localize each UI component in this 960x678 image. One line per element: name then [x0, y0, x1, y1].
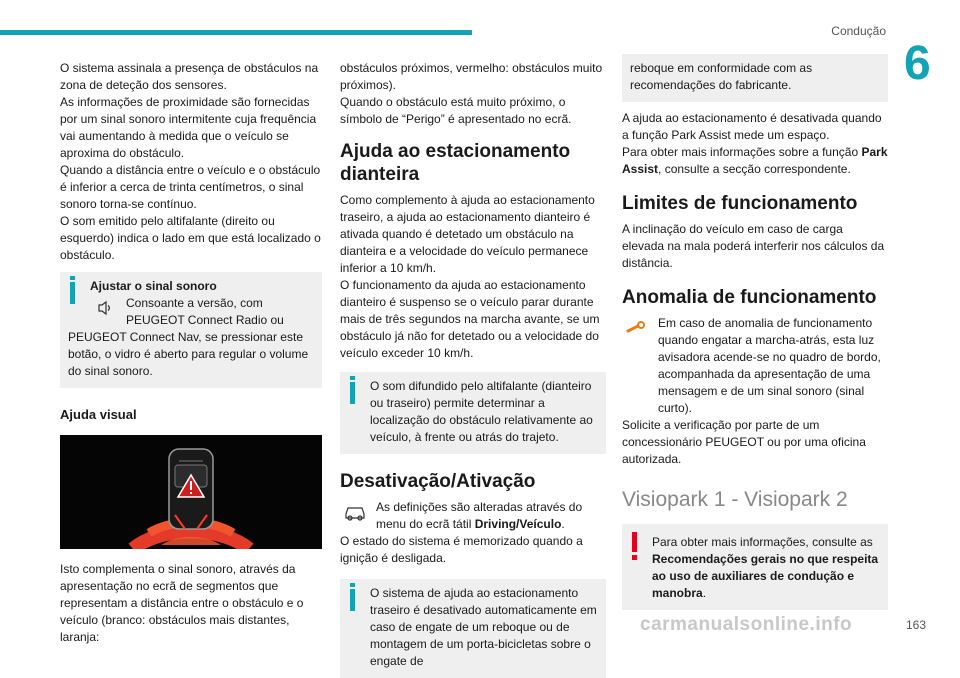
toggle-text-end: . — [561, 517, 565, 531]
column-1 — [60, 60, 322, 646]
paragraph: Em caso de anomalia de funcionamento quando engatar a marcha-atrás, esta luz avisadora acende-se no quadro de bordo, acompanhada da apresentação de uma mensagem e de um sinal sonoro (sinal curto). — [658, 316, 881, 415]
heading-limits: Limites de funcionamento — [622, 193, 858, 214]
paragraph: As informações de proximidade são fornecidas por um sinal sonoro intermitente cuja frequência vai aumentando à medida que o veículo se aproxima do obstáculo. — [60, 95, 317, 160]
toggle-text: As definições são alteradas através do menu do ecrã tátil — [376, 500, 583, 531]
paragraph: O som emitido pelo altifalante (direito ou esquerdo) indica o lado em que está localizado o obstáculo. — [60, 214, 321, 262]
heading-front-parking: Ajuda ao estacionamento dianteira — [340, 141, 571, 185]
warning-text-end: . — [702, 586, 707, 600]
chapter-number: 6 — [904, 37, 931, 90]
warning-text: Para obter mais informações, consulte as — [652, 535, 873, 549]
function-name: Park Assist — [622, 145, 888, 176]
info-text: O sistema de ajuda ao estacionamento traseiro é desativado automaticamente em caso de engate de um reboque ou de montagem de um porta-bicicletas sobre o engate de — [370, 586, 597, 668]
paragraph: Isto complementa o sinal sonoro, através da apresentação no ecrã de segmentos que representam a distância entre o obstáculo e o veículo (branco: obstáculos mais distantes, laranja: — [60, 562, 304, 644]
speaker-icon — [90, 295, 120, 321]
paragraph: Como complemento à ajuda ao estacionamento traseiro, a ajuda ao estacionamento dianteiro é ativada quando é detetado um obstáculo na dianteira e a velocidade do veículo permanece inferior a 10 km/h. — [340, 193, 595, 275]
info-box-volume — [60, 272, 322, 388]
paragraph-end: , consulte a secção correspondente. — [658, 162, 851, 176]
warning-box — [622, 524, 888, 610]
paragraph: Quando a distância entre o veículo e o obstáculo é inferior a cerca de trinta centímetros, o sinal sonoro torna-se contínuo. — [60, 163, 321, 211]
info-icon — [350, 382, 355, 404]
info-text: Consoante a versão, com PEUGEOT Connect Radio ou — [126, 296, 284, 327]
info-box-continued — [622, 54, 888, 102]
info-icon — [70, 282, 75, 304]
page-number: 163 — [905, 618, 926, 632]
parking-display-image — [60, 435, 322, 549]
wrench-warning-icon — [622, 315, 652, 341]
heading-deactivation: Desativação/Ativação — [340, 471, 536, 492]
heading-fault: Anomalia de funcionamento — [622, 287, 877, 308]
warning-reference: Recomendações gerais no que respeita ao uso de auxiliares de condução e manobra — [652, 552, 879, 600]
heading-visual-aid: Ajuda visual — [60, 407, 137, 422]
section-title: Condução — [831, 24, 886, 38]
info-icon — [350, 589, 355, 611]
menu-name: Driving/Veículo — [474, 517, 562, 531]
paragraph: O estado do sistema é memorizado quando a ignição é desligada. — [340, 534, 583, 565]
info-title: Ajustar o sinal sonoro — [90, 279, 217, 293]
paragraph: Quando o obstáculo está muito próximo, o símbolo de “Perigo” é apresentado no ecrã. — [340, 95, 572, 126]
heading-visiopark: Visiopark 1 - Visiopark 2 — [622, 488, 848, 511]
paragraph: O sistema assinala a presença de obstáculos na zona de deteção dos sensores. — [60, 61, 319, 92]
paragraph: Solicite a verificação por parte de um concessionário PEUGEOT ou por uma oficina autorizada. — [622, 418, 866, 466]
header-accent-bar — [0, 30, 472, 35]
info-text: PEUGEOT Connect Nav, se pressionar este botão, o vidro é aberto para regular o volume do sinal sonoro. — [68, 330, 309, 378]
paragraph: A inclinação do veículo em caso de carga elevada na mala poderá interferir nos cálculos da distância. — [622, 222, 885, 270]
info-box-speaker — [340, 372, 606, 454]
column-2 — [340, 60, 606, 678]
paragraph: obstáculos próximos, vermelho: obstáculos muito próximos). — [340, 61, 603, 92]
info-text: O som difundido pelo altifalante (dianteiro ou traseiro) permite determinar a localização do obstáculo relativamente ao veículo, à frente ou atrás do trajeto. — [370, 379, 593, 444]
paragraph: Para obter mais informações sobre a função — [622, 145, 862, 159]
warning-icon — [632, 532, 637, 552]
car-settings-icon — [340, 499, 370, 525]
paragraph: A ajuda ao estacionamento é desativada quando a função Park Assist mede um espaço. — [622, 111, 882, 142]
info-box-towbar — [340, 579, 606, 678]
watermark: carmanualsonline.info — [640, 614, 853, 635]
info-text: reboque em conformidade com as recomendações do fabricante. — [630, 61, 813, 92]
column-3 — [622, 54, 888, 610]
paragraph: O funcionamento da ajuda ao estacionamento dianteiro é suspenso se o veículo parar durante mais de três segundos na marcha avante, se um obstáculo já não for detetado ou a velocidade do veículo exceder 10 km/h. — [340, 278, 600, 360]
